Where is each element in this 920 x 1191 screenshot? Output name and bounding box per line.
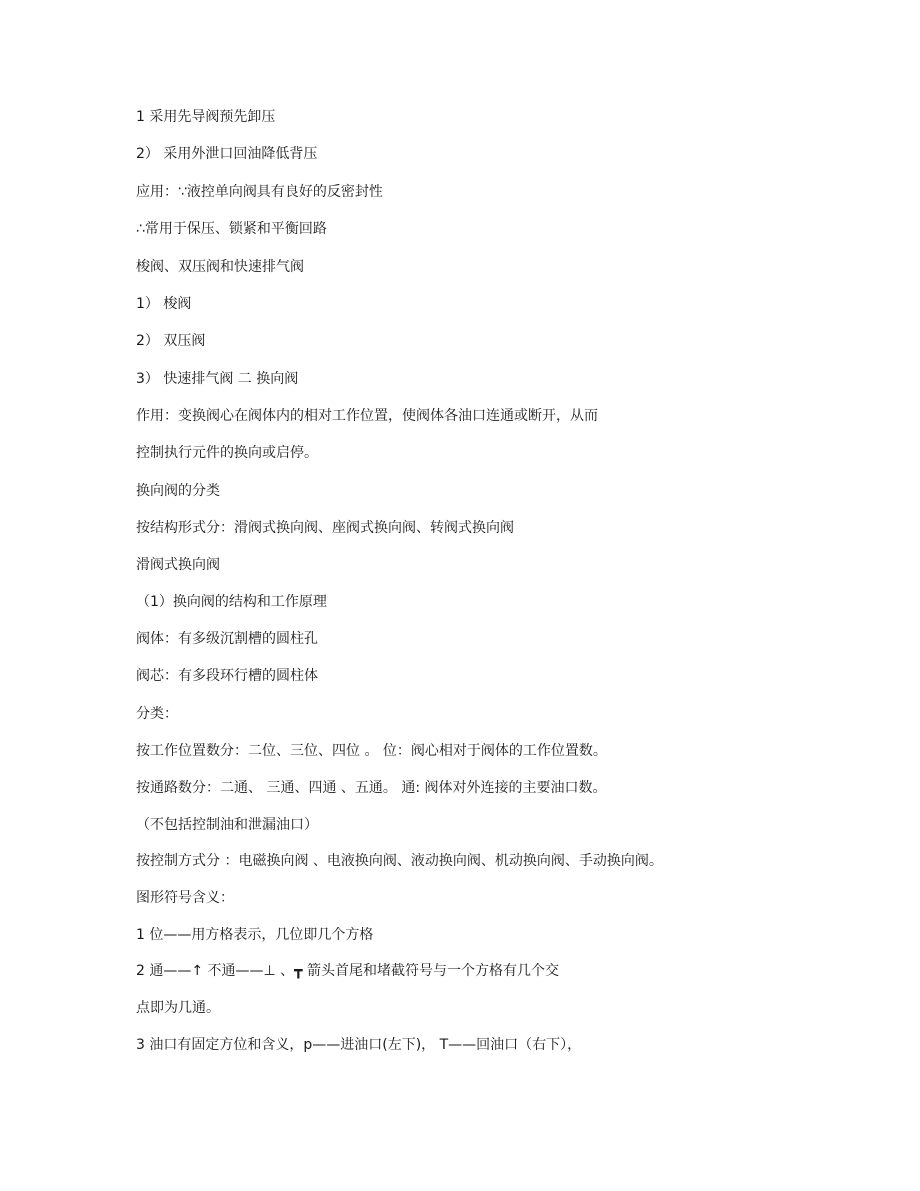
text-line: 3 油口有固定方位和含义，p——进油口(左下)， T——回油口（右下）， (136, 1037, 582, 1053)
text-line: ∴常用于保压、锁紧和平衡回路 (136, 221, 327, 237)
text-line: 2） 双压阀 (136, 333, 206, 349)
text-line: 2 通——↑ 不通——⊥ 、┳ 箭头首尾和堵截符号与一个方格有几个交 (136, 963, 560, 979)
section-heading: 换向阀的分类 (136, 483, 220, 499)
section-heading: 梭阀、双压阀和快速排气阀 (136, 259, 304, 275)
text-line: 1 位——用方格表示，几位即几个方格 (136, 927, 374, 943)
text-line: 2） 采用外泄口回油降低背压 (136, 146, 318, 162)
text-line: 控制执行元件的换向或启停。 (136, 445, 318, 461)
text-line: 1） 梭阀 (136, 296, 192, 312)
text-line: 应用：∵液控单向阀具有良好的反密封性 (136, 184, 383, 200)
text-line: 3） 快速排气阀 二 换向阀 (136, 371, 299, 387)
text-line: 按控制方式分 ：电磁换向阀 、电液换向阀、液动换向阀、机动换向阀、手动换向阀。 (136, 853, 663, 869)
text-line: （1）换向阀的结构和工作原理 (136, 594, 327, 610)
text-line: 按工作位置数分：二位、三位、四位 。 位：阀心相对于阀体的工作位置数。 (136, 743, 607, 759)
text-line: 1 采用先导阀预先卸压 (136, 109, 276, 125)
text-line: 阀芯：有多段环行槽的圆柱体 (136, 668, 318, 684)
section-heading: 滑阀式换向阀 (136, 557, 220, 573)
text-line: 按通路数分：二通、 三通、四通 、五通。 通: 阀体对外连接的主要油口数。 (136, 780, 607, 796)
section-heading: 图形符号含义： (136, 890, 234, 906)
text-line: 分类： (136, 706, 178, 722)
text-line: （不包括控制油和泄漏油口） (136, 817, 318, 833)
text-line: 点即为几通。 (136, 1000, 220, 1016)
text-line: 按结构形式分：滑阀式换向阀、座阀式换向阀、转阀式换向阀 (136, 520, 514, 536)
text-line: 作用：变换阀心在阀体内的相对工作位置，使阀体各油口连通或断开，从而 (136, 408, 598, 424)
text-line: 阀体：有多级沉割槽的圆柱孔 (136, 631, 318, 647)
